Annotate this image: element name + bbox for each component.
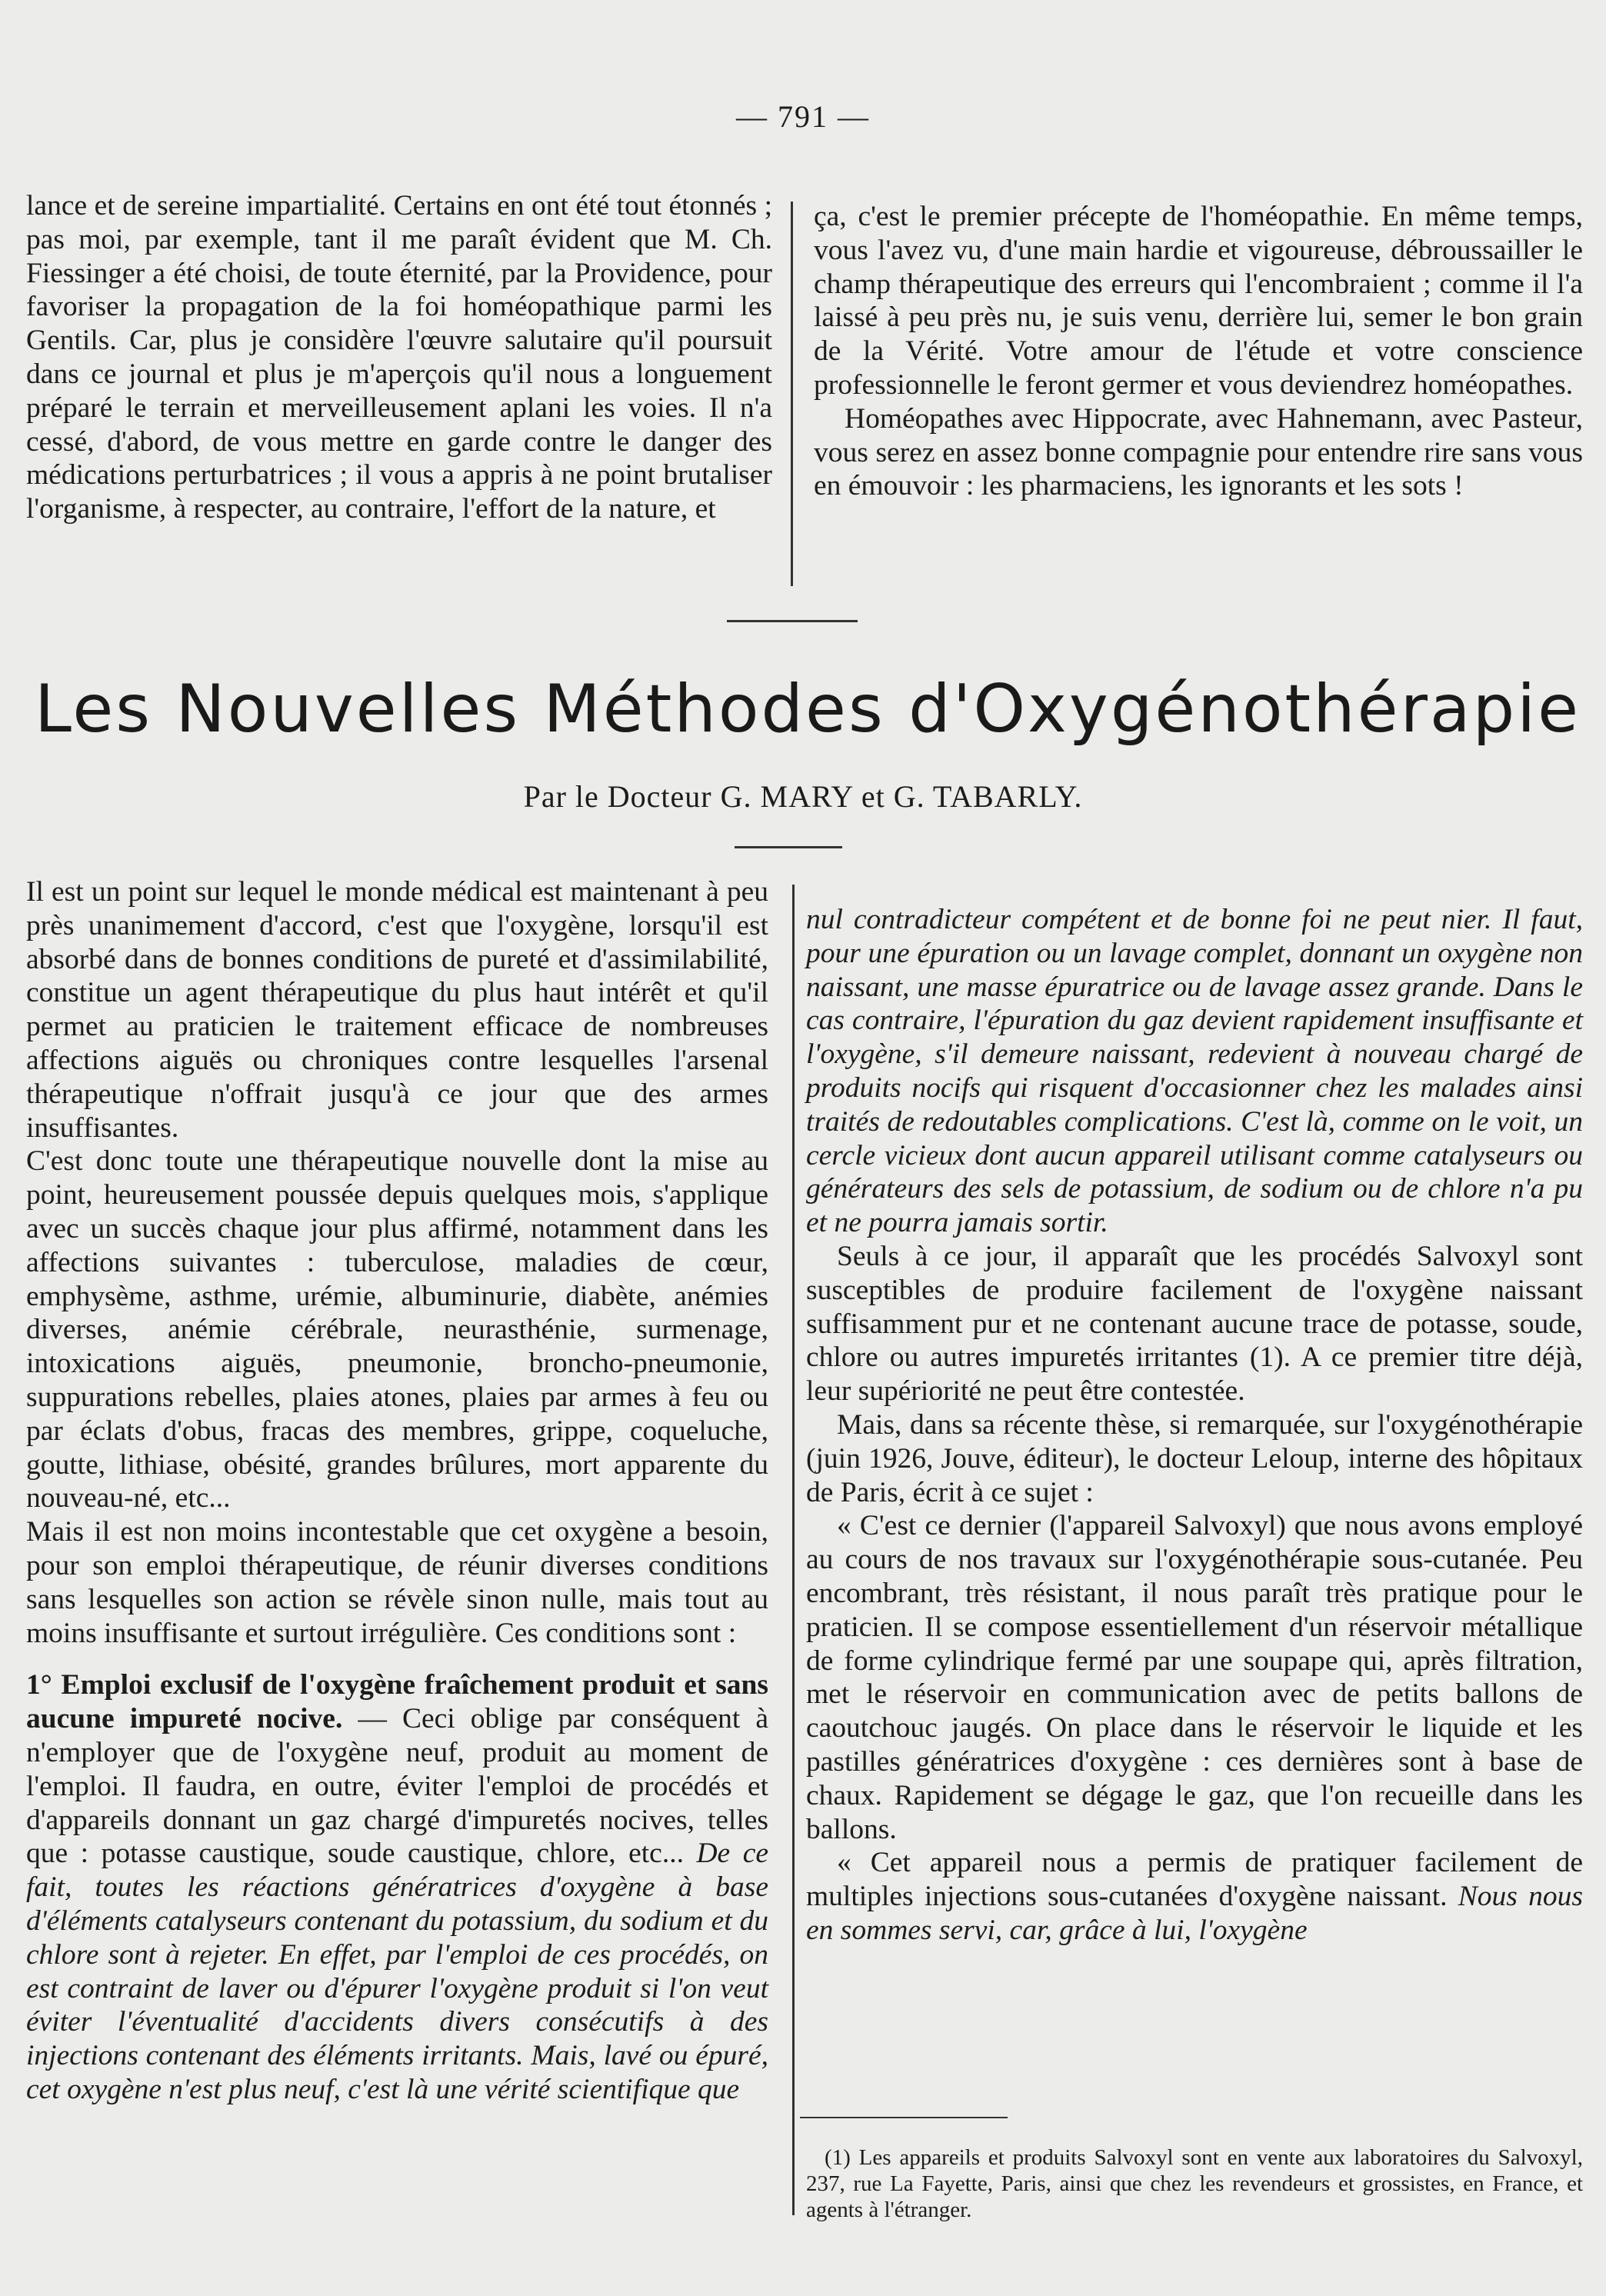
paragraph: C'est donc toute une thérapeutique nouvelle dont la mise au point, heureusement poussée depuis quelques mois, s'applique avec un succès chaque jour plus affirmé, notamment dans les affections suivantes : tuberculose, maladies de cœur, emphysème, asthme, urémie, albuminurie, diabète, anémies diverses, anémie cérébrale, neurasthénie, surmenage, intoxications aiguës, pneumonie, broncho-pneumonie, suppurations rebelles, plaies atones, plaies par armes à feu ou par éclats d'obus, fracas des membres, grippe, coqueluche, goutte, lithiase, obésité, grandes brûlures, mort apparente du nouveau-né, etc... — [26, 1145, 768, 1515]
paragraph — [806, 1846, 1583, 1947]
paragraph: Il est un point sur lequel le monde médical est maintenant à peu près unanimement d'accord, c'est que l'oxygène, lorsqu'il est absorbé dans de bonnes conditions de pureté et d'assimilabilité, constitue un agent thérapeutique du plus haut intérêt et qu'il permet au praticien le traitement efficace de nombreuses affections aiguës ou chroniques contre lesquelles l'arsenal thérapeutique n'offrait jusqu'à ce jour que des armes insuffisantes. — [26, 876, 768, 1144]
paragraph: Homéopathes avec Hippocrate, avec Hahnemann, avec Pasteur, vous serez en assez bonne compagnie pour entendre rire sans vous en émouvoir : les pharmaciens, les ignorants et les sots ! — [814, 402, 1583, 502]
section-divider — [727, 620, 858, 622]
footnote-divider — [800, 2117, 1008, 2118]
paragraph: Mais il est non moins incontestable que cet oxygène a besoin, pour son emploi thérapeutique, de réunir diverses conditions sans lesquelles son action se révèle sinon nulle, mais tout au moins insuffisante et surtout irrégulière. Ces conditions sont : — [26, 1516, 768, 1649]
bottom-right-column — [806, 903, 1583, 1948]
top-left-column — [26, 189, 772, 526]
article-title: Les Nouvelles Méthodes d'Oxygénothérapie — [34, 671, 1581, 748]
title-divider — [735, 846, 842, 848]
paragraph: Mais, dans sa récente thèse, si remarquée, sur l'oxygénothérapie (juin 1926, Jouve, éditeur), le docteur Leloup, interne des hôpitaux de Paris, écrit à ce sujet : — [806, 1408, 1583, 1508]
section-heading: 1° Emploi exclusif de l'oxygène fraîchement produit et sans aucune impureté nocive. — [26, 1669, 768, 1735]
paragraph — [26, 1668, 768, 2106]
column-divider — [792, 885, 795, 2215]
paragraph: ça, c'est le premier précepte de l'homéopathie. En même temps, vous l'avez vu, d'une main hardie et vigoureuse, débroussailler le champ thérapeutique des erreurs qui l'encombraient ; comme il l'a laissé à peu près nu, je suis venu, derrière lui, semer le bon grain de la Vérité. Votre amour de l'étude et votre conscience professionnelle le feront germer et vous deviendrez homéopathes. — [814, 201, 1583, 401]
footnote: (1) Les appareils et produits Salvoxyl sont en vente aux laboratoires du Salvoxyl, 237, rue La Fayette, Paris, ainsi que chez les revendeurs et grossistes, en France, et agents à l'étranger. — [806, 2145, 1583, 2222]
top-right-column — [814, 200, 1583, 503]
paragraph-italic: De ce fait, toutes les réactions génératrices d'oxygène à base d'éléments catalyseurs contenant du potassium, du sodium et du chlore sont à rejeter. En effet, par l'emploi de ces procédés, on est contraint de laver ou d'épurer l'oxygène produit si l'on veut éviter l'éventualité d'accidents divers consécutifs à des injections contenant des éléments irritants. Mais, lavé ou épuré, cet oxygène n'est plus neuf, c'est là une vérité scientifique que — [26, 1838, 769, 2105]
paragraph-text: « Cet appareil nous a permis de pratiquer facilement de multiples injections sous-cutanées d'oxygène naissant. — [806, 1847, 1583, 1913]
column-divider — [791, 202, 793, 586]
bottom-left-column — [26, 875, 768, 2107]
article-byline: Par le Docteur G. MARY et G. TABARLY. — [523, 779, 1083, 814]
paragraph: nul contradicteur compétent et de bonne foi ne peut nier. Il faut, pour une épuration ou un lavage complet, donnant un oxygène non naissant, une masse épuratrice ou de lavage assez grande. Dans le cas contraire, l'épuration du gaz devient rapidement insuffisante et l'oxygène, s'il demeure naissant, redevient à nouveau chargé de produits nocifs qui risquent d'occasionner chez les malades ainsi traités de redoutables complications. C'est là, comme on le voit, un cercle vicieux dont aucun appareil utilisant comme catalyseurs ou générateurs des sels de potassium, de sodium ou de chlore n'a pu et ne pourra jamais sortir. — [806, 904, 1583, 1239]
page-number: — 791 — — [736, 99, 870, 134]
paragraph: Seuls à ce jour, il apparaît que les procédés Salvoxyl sont susceptibles de produire facilement de l'oxygène naissant suffisamment pur et ne contenant aucune trace de potasse, soude, chlore ou autres impuretés irritantes (1). A ce premier titre déjà, leur supériorité ne peut être contestée. — [806, 1240, 1583, 1408]
paragraph: lance et de sereine impartialité. Certains en ont été tout étonnés ; pas moi, par exemple, tant il me paraît évident que M. Ch. Fiessinger a été choisi, de toute éternité, par la Providence, pour favoriser la propagation de la foi homéopathique parmi les Gentils. Car, plus je considère l'œuvre salutaire qu'il poursuit dans ce journal et plus je m'aperçois qu'il nous a longuement préparé le terrain et merveilleusement aplani les voies. Il n'a cessé, d'abord, de vous mettre en garde contre le danger des médications perturbatrices ; il vous a appris à ne point brutaliser l'organisme, à respecter, au contraire, l'effort de la nature, et — [26, 190, 772, 525]
paragraph: « C'est ce dernier (l'appareil Salvoxyl) que nous avons employé au cours de nos travaux sur l'oxygénothérapie sous-cutanée. Peu encombrant, très résistant, il nous paraît très pratique pour le praticien. Il se compose essentiellement d'un réservoir métallique de forme cylindrique fermé par une soupape qui, après filtration, met le réservoir en communication avec de petits ballons de caoutchouc jaugés. On place dans le réservoir le liquide et les pastilles génératrices d'oxygène : ces dernières sont à base de chaux. Rapidement se dégage le gaz, que l'on recueille dans les ballons. — [806, 1510, 1583, 1845]
paragraph-italic: Nous nous en sommes servi, car, grâce à lui, l'oxygène — [806, 1881, 1583, 1946]
paragraph-text: — Ceci oblige par conséquent à n'employer que de l'oxygène neuf, produit au moment de l'emploi. Il faudra, en outre, éviter l'emploi de procédés et d'appareils donnant un gaz chargé d'impuretés nocives, telles que : potasse caustique, soude caustique, chlore, etc... — [26, 1703, 768, 1870]
